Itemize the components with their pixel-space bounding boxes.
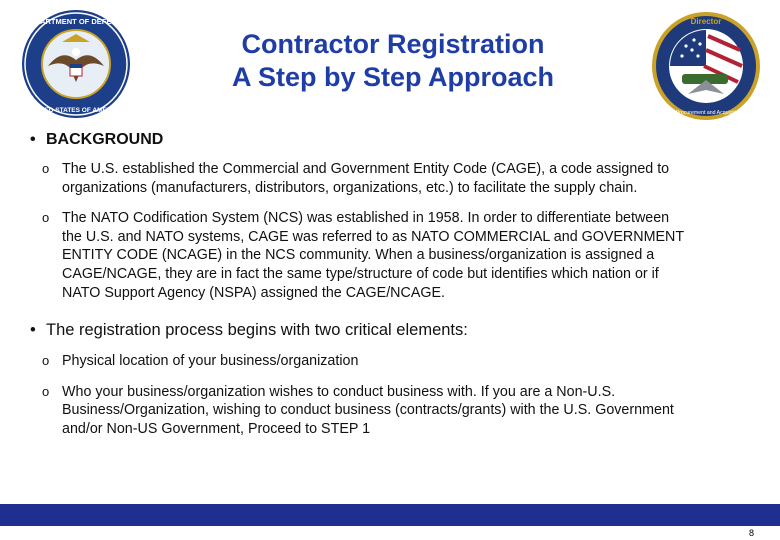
- title-line-1: Contractor Registration: [241, 29, 545, 59]
- text-line: the U.S. and NATO systems, CAGE was referred to as NATO COMMERCIAL and GOVERNMENT: [62, 228, 685, 245]
- bullet-background: [28, 130, 768, 150]
- sub-bullet-marker: o: [42, 161, 50, 176]
- text-line: NATO Support Agency (NSPA) assigned the CAGE/NCAGE.: [62, 284, 445, 301]
- bullet-registration-process: [28, 320, 768, 340]
- bullet-heading: BACKGROUND: [46, 131, 164, 148]
- footer-bar: [0, 504, 780, 526]
- dod-seal-icon: [18, 8, 134, 120]
- svg-text:DEPARTMENT OF DEFENSE: DEPARTMENT OF DEFENSE: [25, 17, 127, 26]
- svg-text:Director: Director: [690, 17, 722, 26]
- text-line: Physical location of your business/organization: [62, 353, 359, 370]
- sub-bullet-marker: o: [42, 353, 50, 369]
- sub-bullet-cage: [28, 160, 768, 197]
- bullet-heading: The registration process begins with two critical elements:: [46, 321, 468, 340]
- text-line: Business/Organization, wishing to conduct business (contracts/grants) with the U.S. Government: [62, 402, 674, 419]
- sub-bullet-who: [28, 383, 768, 439]
- title-line-2: A Step by Step Approach: [231, 62, 555, 92]
- sub-bullet-ncs: [28, 209, 768, 302]
- slide-body: [28, 130, 768, 439]
- text-line: The NATO Codification System (NCS) was established in 1958. In order to differentiate between: [62, 210, 670, 227]
- sub-bullet-marker: o: [42, 383, 50, 399]
- bullet-dot: •: [30, 321, 36, 340]
- svg-text:Defense Procurement and Acquis: Defense Procurement and Acquisition Policy: [654, 110, 758, 116]
- text-line: ENTITY CODE (NCAGE) in the NCS community. When a business/organization is assigned a: [62, 247, 655, 264]
- text-line: The U.S. established the Commercial and Government Entity Code (CAGE), a code assigned to: [62, 161, 670, 177]
- text-line: Who your business/organization wishes to conduct business with. If you are a Non-U.S.: [62, 383, 616, 400]
- text-line: and/or Non-US Government, Proceed to STEP 1: [62, 420, 371, 437]
- sub-bullet-marker: o: [42, 210, 50, 226]
- sub-bullet-location: [28, 352, 768, 371]
- bullet-dot: •: [30, 131, 36, 148]
- svg-text:UNITED STATES OF AMERICA: UNITED STATES OF AMERICA: [29, 107, 123, 114]
- text-line: organizations (manufacturers, distributors, organizations, etc.) to facilitate the supply chain.: [62, 179, 638, 196]
- slide-title: [140, 28, 646, 94]
- dpap-seal-icon: [648, 10, 764, 122]
- page-number: 8: [748, 528, 754, 538]
- text-line: CAGE/NCAGE, they are in fact the same type/structure of code but identifies which nation or if: [62, 265, 659, 282]
